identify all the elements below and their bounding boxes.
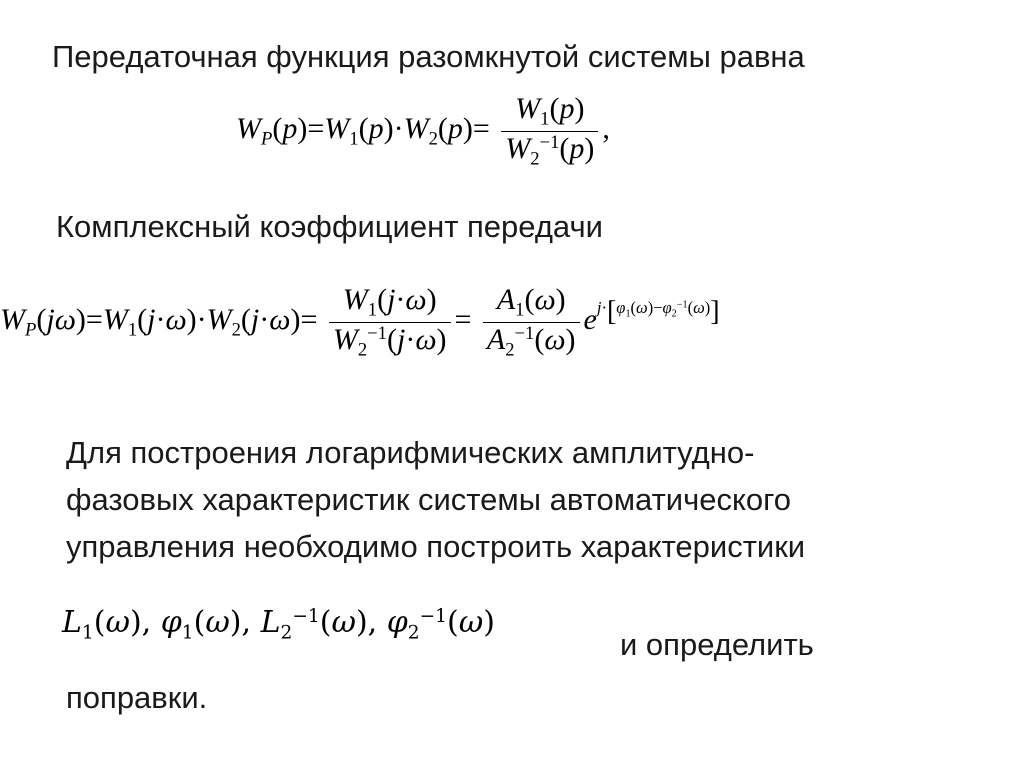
exponent-phase: j·[φ1(ω)−φ2−1(ω)]	[596, 295, 720, 327]
heading-complex-gain: Комплексный коэффициент передачи	[56, 209, 603, 244]
formula-complex-gain: $W_P(j\omega)=W_1(j\cdot\omega)\cdot W_2(j\cdot\omega)=$ $\frac{W_1(j\cdot\omega)}{W_2^{-1}(j\cdot\omega)}$ = $\frac{A_1(\omega)}{A_2^{-1}(\omega)}$ $e^{j\cdot[\varphi_1(\omega)-\varphi_2^{-1}(\omega)]}$	[0, 283, 720, 361]
formula-characteristics: $L_1(\omega)$, $\varphi_1(\omega)$, $L_2^{-1}(\omega)$, $\varphi_2^{-1}(\omega)$	[62, 605, 495, 644]
paragraph-line-2: фазовых характеристик системы автоматического	[66, 482, 792, 517]
heading-open-loop-transfer: Передаточная функция разомкнутой системы равна	[52, 39, 805, 74]
fraction-complex-w: $\frac{W_1(j\cdot\omega)}{W_2^{-1}(j\cdot\omega)}$	[329, 283, 451, 361]
corrections-text: поправки.	[66, 680, 208, 715]
and-define-text: и определить	[620, 627, 814, 662]
formula-open-loop-transfer: $W_P(p)=W_1(p)\cdot W_2(p)=$ $\frac{W_1(p)}{W_2^{-1}(p)}$ ,	[236, 92, 610, 170]
paragraph-line-3: управления необходимо построить характеристики	[66, 529, 806, 564]
fraction-transfer: $\frac{W_1(p)}{W_2^{-1}(p)}$	[501, 92, 598, 170]
fraction-amplitude: $\frac{A_1(\omega)}{A_2^{-1}(\omega)}$	[483, 283, 580, 361]
paragraph-line-1: Для построения логарифмических амплитудно-	[66, 435, 755, 470]
